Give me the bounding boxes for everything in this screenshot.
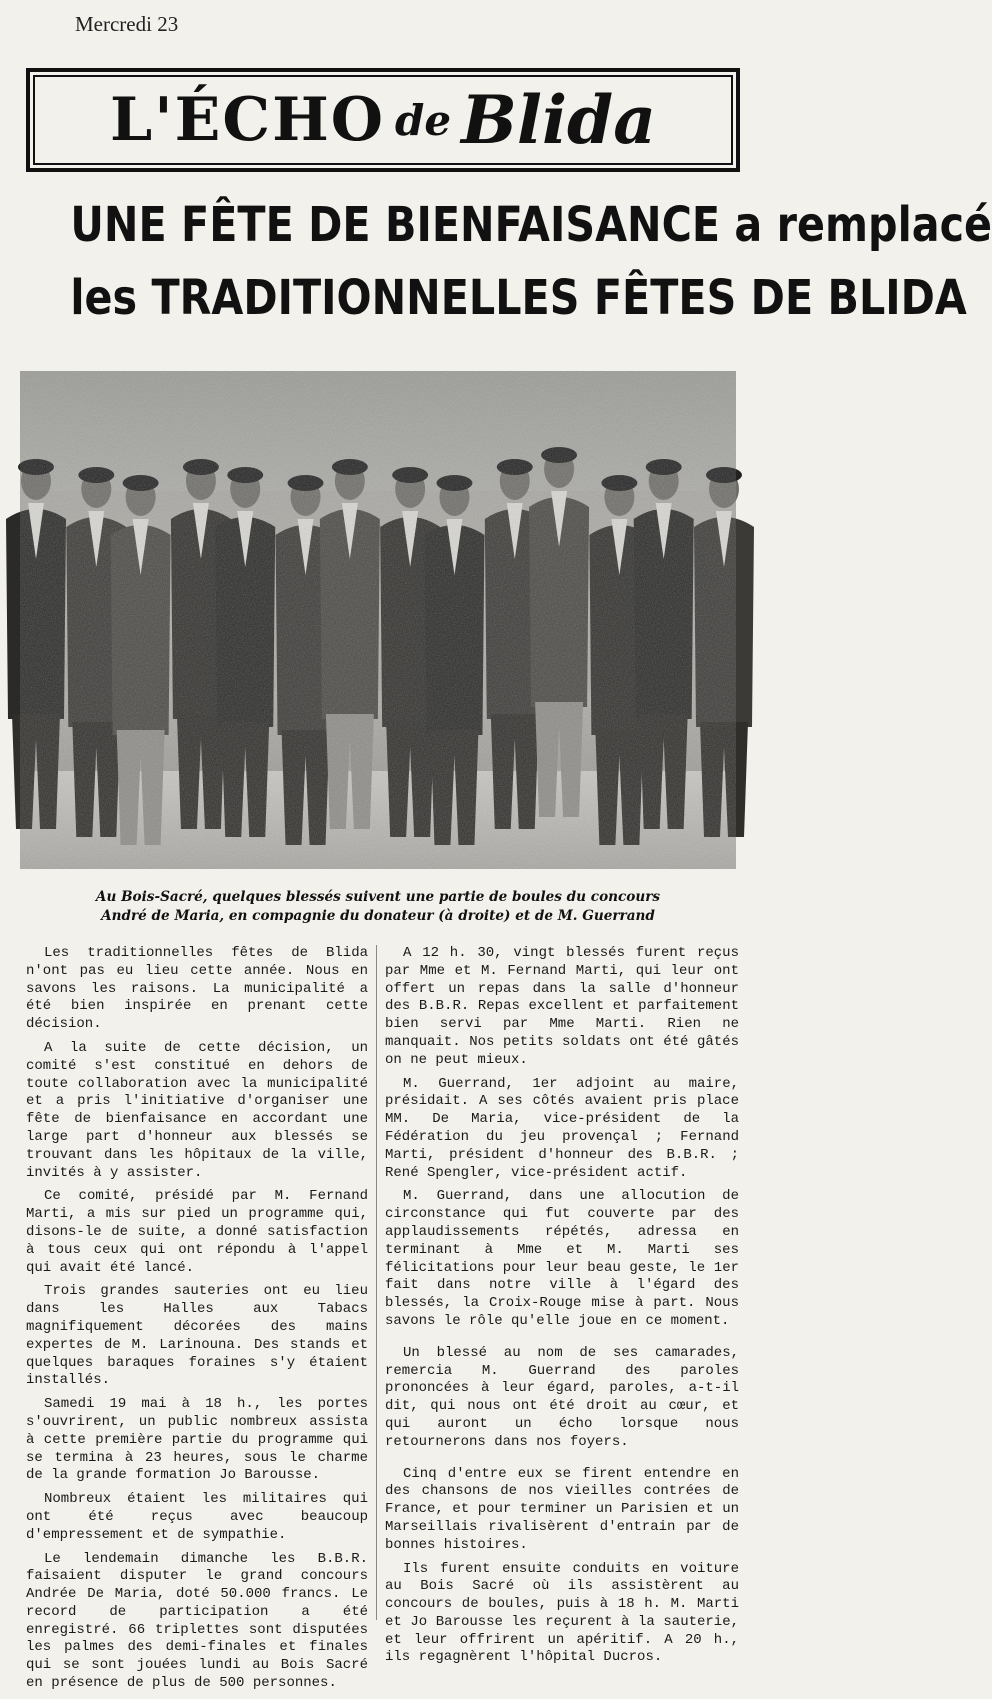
- newspaper-masthead: [26, 68, 740, 172]
- page-date: Mercredi 23: [75, 12, 179, 36]
- paragraph: A la suite de cette décision, un comité s'est constitué en dehors de toute collaboration avec la municipalité et a pris l'initiative d'organiser une fête de bienfaisance en accordant une large part d'honneur aux blessés se trouvant dans les hôpitaux de la ville, invités à y assister.: [26, 1039, 368, 1181]
- paragraph: M. Guerrand, dans une allocution de circonstance qui fut couverte par des applaudissements répétés, adressa en terminant à Mme et M. Marti ses félicitations pour leur beau geste, le 1er fait dans notre ville à l'égard des blessés, la Croix-Rouge mise à part. Nous savons le rôle qu'elle joue en ce moment.: [385, 1188, 739, 1329]
- article-column-right: [385, 945, 739, 1673]
- paragraph: Nombreux étaient les militaires qui ont été reçus avec beaucoup d'empressement et de sympathie.: [26, 1491, 368, 1543]
- column-divider: [376, 945, 377, 1620]
- group-photo: [20, 371, 736, 869]
- paragraph: Le lendemain dimanche les B.B.R. faisaient disputer le grand concours Andrée De Maria, doté 50.000 francs. Le record de participation a été enregistré. 66 triplettes sont disputées les palmes des demi-finales et finales qui se sont jouées lundi au Bois Sacré en présence de plus de 500 personnes.: [26, 1550, 368, 1692]
- paragraph: Un blessé au nom de ses camarades, remercia M. Guerrand des paroles prononcées à leur égard, paroles, a-t-il dit, qui nous ont été droit au cœur, et qui auront un écho lorsque nous retournerons dans nos foyers.: [385, 1344, 739, 1450]
- masthead-town: Blida: [461, 81, 656, 159]
- paragraph: Ils furent ensuite conduits en voiture au Bois Sacré où ils assistèrent au concours de boules, puis à 18 h. M. Marti et Jo Barousse les reçurent à la sauterie, et leur offrirent un apéritif. A 20 h., ils regagnèrent l'hôpital Ducros.: [385, 1560, 739, 1666]
- masthead-title: L'ÉCHO: [110, 85, 386, 155]
- paragraph: A 12 h. 30, vingt blessés furent reçus par Mme et M. Fernand Marti, qui leur ont offert un repas dans la salle d'honneur des B.B.R. Repas excellent et parfaitement bien servi par Mme Marti. Rien ne manquait. Nos petits soldats ont été gâtés on ne peut mieux.: [385, 945, 739, 1068]
- paragraph: Samedi 19 mai à 18 h., les portes s'ouvrirent, un public nombreux assista à cette première partie du programme qui se termina à 23 heures, sous le charme de la grande formation Jo Barousse.: [26, 1396, 368, 1484]
- paragraph: Ce comité, présidé par M. Fernand Marti, a mis sur pied un programme qui, disons-le de suite, a donné satisfaction à tous ceux qui ont répondu à l'appel qui avait été lancé.: [26, 1188, 368, 1276]
- paragraph: Cinq d'entre eux se firent entendre en des chansons de nos vieilles contrées de France, et pour terminer un Parisien et un Marseillais rivalisèrent d'entrain par de bonnes histoires.: [385, 1465, 739, 1553]
- masthead-de: de: [395, 95, 452, 145]
- caption-line-1: Au Bois-Sacré, quelques blessés suivent une partie de boules du concours: [95, 889, 661, 905]
- paragraph: Trois grandes sauteries ont eu lieu dans les Halles aux Tabacs magnifiquement décorées des mains expertes de M. Larinouna. Des stands et quelques baraques foraines s'y étaient installés.: [26, 1283, 368, 1389]
- paragraph: M. Guerrand, 1er adjoint au maire, présidait. A ses côtés avaient pris place MM. De Maria, vice-président de la Fédération du jeu provençal ; Fernand Marti, président d'honneur des B.B.R. ; René Spengler, vice-président actif.: [385, 1075, 739, 1181]
- caption-line-2: André de Maria, en compagnie du donateur (à droite) et de M. Guerrand: [101, 908, 655, 924]
- headline-line-1: UNE FÊTE DE BIENFAISANCE a remplacé: [70, 197, 992, 253]
- photo-caption: [20, 888, 736, 926]
- headline-line-2: les TRADITIONNELLES FÊTES DE BLIDA: [70, 270, 967, 326]
- article-column-left: [26, 945, 368, 1699]
- paragraph: Les traditionnelles fêtes de Blida n'ont pas eu lieu cette année. Nous en savons les raisons. La municipalité a été bien inspirée en prenant cette décision.: [26, 945, 368, 1033]
